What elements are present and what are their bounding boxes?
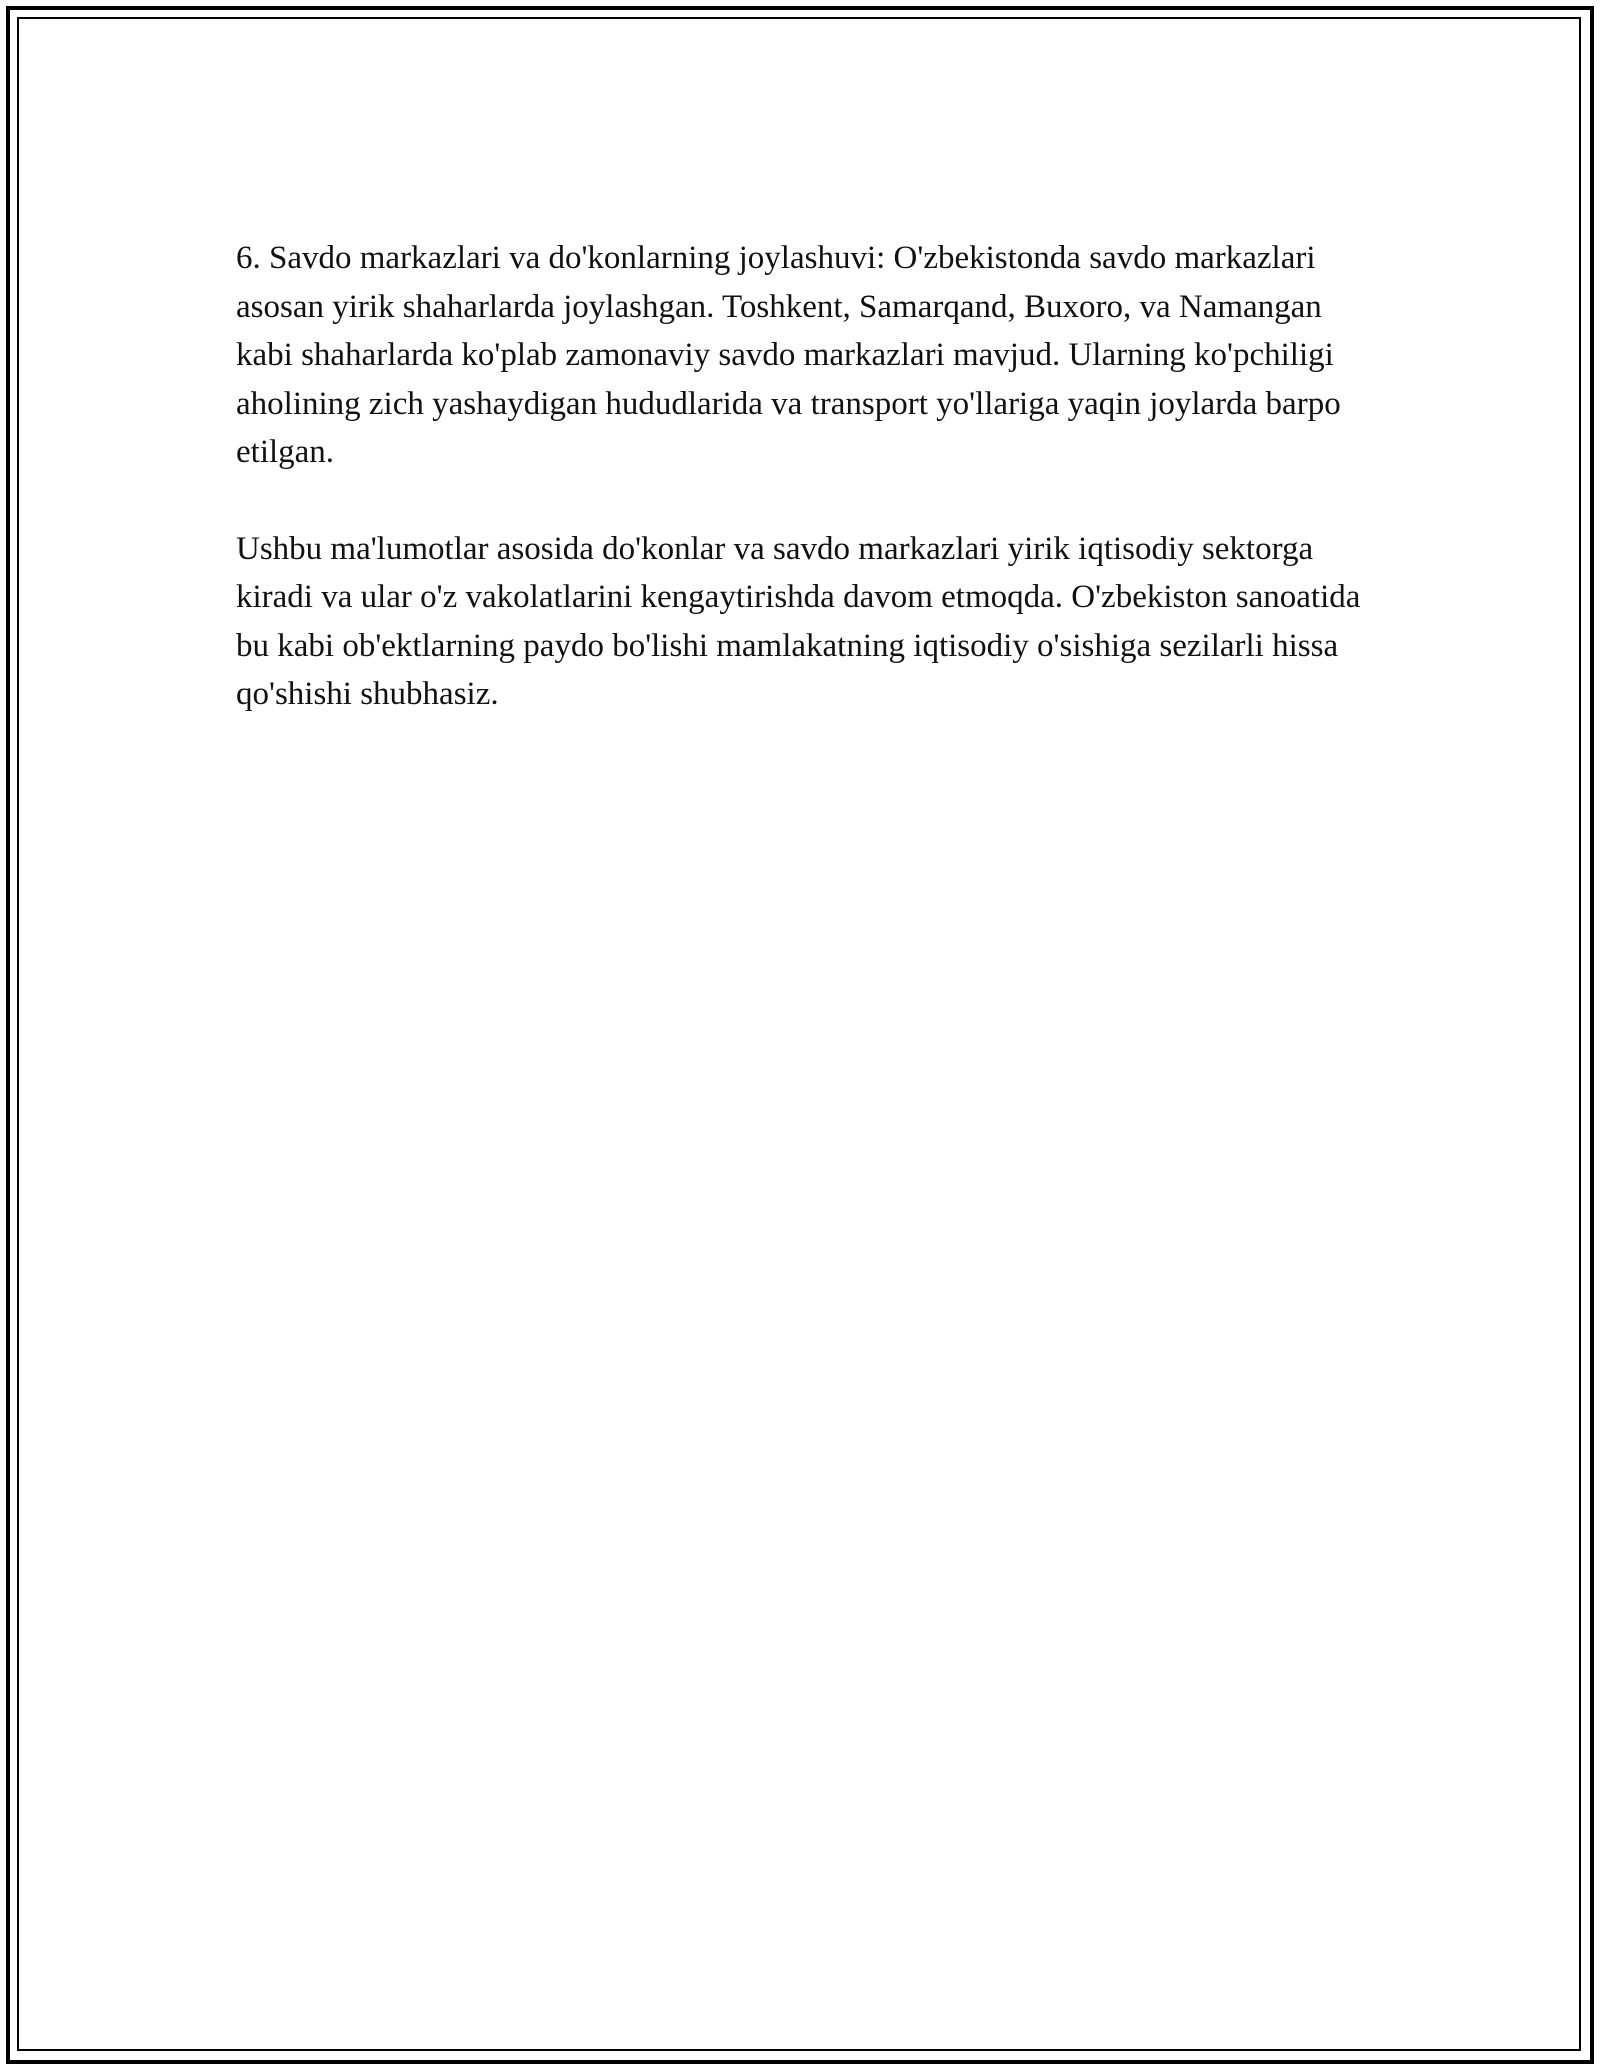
paragraph-shopping-centers-location: 6. Savdo markazlari va do'konlarning joylashuvi: O'zbekistonda savdo markazlari asosan yirik shaharlarda joylashgan. Toshkent, Samarqand, Buxoro, va Namangan kabi shaharlarda ko'plab zamonaviy savdo markazlari mavjud. Ularning ko'pchiligi aholining zich yashaydigan hududlarida va transport yo'llariga yaqin joylarda barpo etilgan.: [236, 240, 1341, 470]
paragraph-conclusion: Ushbu ma'lumotlar asosida do'konlar va savdo markazlari yirik iqtisodiy sektorga kiradi va ular o'z vakolatlarini kengaytirishda davom etmoqda. O'zbekiston sanoatida bu kabi ob'ektlarning paydo bo'lishi mamlakatning iqtisodiy o'sishiga sezilarli hissa qo'shishi shubhasiz.: [236, 530, 1361, 712]
document-body: [236, 234, 1386, 719]
